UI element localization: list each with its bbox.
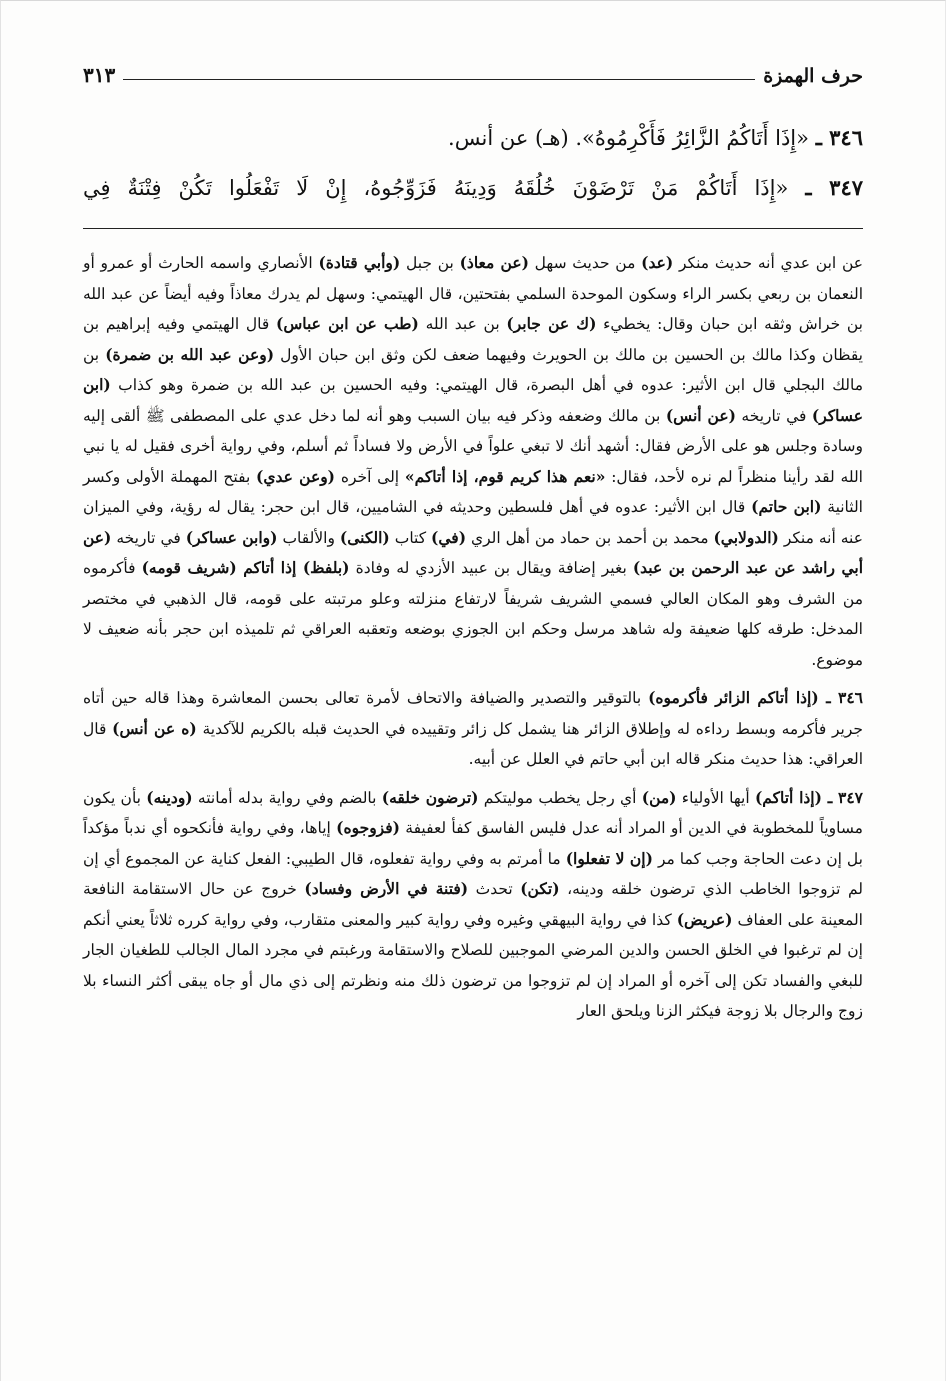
bold-citation: (ابن عساكر)	[83, 375, 863, 425]
bold-citation: (وابن عساكر)	[185, 527, 278, 547]
running-header	[83, 53, 863, 87]
commentary-text: خروج عن حال الاستقامة النافعة المعينة على العفاف	[83, 880, 863, 929]
chapter-title: حرف الهمزة	[763, 65, 863, 87]
bold-citation: (طب عن ابن عباس)	[276, 314, 419, 333]
hadith-346	[83, 113, 863, 163]
bold-citation: (فزوجوه)	[336, 818, 400, 837]
page-number: ٣١٣	[83, 63, 116, 87]
commentary-text: عن ابن عدي أنه حديث منكر	[673, 254, 863, 272]
bold-citation: (وعن عبد الله بن ضمرة)	[105, 344, 275, 364]
bold-citation: (إن لا تفعلوا)	[565, 848, 653, 868]
commentary-text: أيها الأولياء	[676, 788, 755, 807]
bold-citation: «نعم هذا كريم قوم، إذا أتاكم»	[404, 466, 606, 486]
commentary-text: كذا في رواية البيهقي وغيره وفي رواية كبير والمعنى متقارب، وفي رواية كرره ثلاثاً يعني أنكم إن لم ترغبوا في الخلق الحسن والدين المرضي الموجبين للصلاح والاستقامة ورغبتم في مجرد المال الجالب للطغيان الجار للبغي والفساد تكن إلى آخره أو المراد إن لم تزوجوا من ترضون ذلك منه ونظرتم إلى ذي مال أو جاه يبقى أكثر النساء بلا زوج والرجال بلا زوجة فيكثر الزنا ويلحق العار	[83, 910, 863, 1020]
commentary-text: والألقاب	[277, 528, 340, 547]
footnote-separator	[83, 228, 863, 229]
bold-citation: (وأبي قتادة)	[318, 253, 401, 272]
commentary-paragraph	[83, 683, 863, 775]
commentary-text: إياها، وفي رواية فأنكحوه أي ندباً مؤكداً بل إن دعت الحاجة وجب كما مر	[83, 819, 863, 868]
bold-citation: (بلفظ) إذا أتاكم (شريف قومه)	[141, 558, 350, 577]
hadith-number: ٣٤٧ ـ	[805, 175, 863, 200]
bold-citation: (عن معاذ)	[459, 253, 529, 272]
hadith-text-block	[83, 113, 863, 213]
commentary-text: بن جبل	[400, 254, 460, 272]
hadith-347	[83, 163, 863, 213]
commentary-text: بن مالك البجلي قال ابن الأثير: عدوه في أهل البصرة، قال الهيتمي: وفيه الحسين بن عبد الله بن ضمرة وهو كذاب	[83, 345, 863, 394]
commentary-text: تحدث	[468, 880, 521, 898]
bold-citation: (ترضون خلقه)	[381, 787, 479, 807]
bold-citation: (الدولابي)	[713, 527, 779, 547]
commentary-text: كتاب	[389, 528, 432, 547]
commentary-text: بأن يكون مساوياً للمخطوبة في الدين أو المراد أنه عدل فليس الفاسق كفأ لعفيفة	[83, 788, 863, 837]
commentary-text: بن مالك وضعفه وذكر فيه بيان السبب وهو أنه لما دخل عدي على المصطفى ﷺ ألقى إليه وسادة وجلس هو على الأرض فقال: أشهد أنك لا تبغي علواً في الأرض ولا فساداً ثم أسلم، وفي رواية أخرى فقيل له يا نبي الله لقد رأينا منظراً لم نره لأحد، فقال:	[83, 406, 863, 486]
hadith-number: ٣٤٦ ـ	[815, 125, 863, 150]
commentary-text: أي رجل يخطب موليتكم	[478, 788, 642, 807]
bold-citation: (إذا أتاكم الزائر فأكرموه)	[648, 688, 819, 707]
bold-citation: (ابن حاتم)	[751, 497, 822, 516]
hadith-text: «إِذَا أَتَاكُمْ مَنْ تَرْضَوْنَ خُلُقَهُ وَدِينَهُ فَزَوِّجُوهُ، إِنْ لَا تَفْعَلُوا تَكُنْ فِتْنَةٌ فِي	[83, 176, 789, 200]
commentary-text: بفتح المهملة الأولى وكسر الثانية	[83, 467, 863, 516]
bold-citation: (ودينه)	[146, 787, 193, 807]
commentary-paragraph	[83, 248, 863, 675]
bold-citation: (إذا أتاكم)	[754, 787, 822, 807]
bold-citation: ٣٤٦ ـ	[818, 688, 863, 707]
bold-citation: (الكنى)	[339, 527, 390, 547]
commentary-text: قال العراقي: هذا حديث منكر قاله ابن أبي حاتم في العلل عن أبيه.	[83, 719, 863, 768]
bold-citation: (عن أنس)	[665, 405, 736, 425]
commentary-text: قال الهيتمي وفيه إبراهيم بن يقظان وكذا مالك بن الحسين بن مالك بن الحويرث وفيهما ضعف لكن وثق ابن حبان الأول	[83, 315, 863, 364]
commentary-text: محمد بن أحمد بن حماد من أهل الري	[466, 528, 714, 547]
bold-citation: (عريض)	[676, 909, 733, 929]
bold-citation: (من)	[641, 787, 677, 807]
commentary-text: من حديث سهل	[528, 254, 642, 272]
commentary-text: الأنصاري واسمه الحارث أو عمرو أو النعمان بن ربعي بكسر الراء وسكون الموحدة السلمي بفتحتين، قال الهيتمي: وسهل لم يدرك معاذاً وفيه أيضاً عن عبد الله بن خراش وثقه ابن حبان وقال: يخطيء	[83, 254, 863, 333]
bold-citation: (ك عن جابر)	[506, 314, 597, 333]
commentary-text: ما أمرتم به وفي رواية تفعلوه، قال الطيبي: الفعل كناية عن المجموع أي إن لم تزوجوا الخاطب الذي ترضون خلقه ودينه،	[83, 849, 863, 898]
commentary-text: بالتوقير والتصدير والضيافة والاتحاف لأمرة تعالى بحسن المعاشرة وهذا قاله حين أتاه جرير فأكرمه وبسط رداءه له وإطلاق الزائر هنا يشمل كل زائر وتقييده في الحديث قبله بالكريم للآكدية	[83, 689, 863, 738]
bold-citation: (عد)	[641, 253, 674, 272]
commentary-text: بالضم وفي رواية بدله أمانته	[192, 788, 382, 807]
commentary-text: قال ابن الأثير: عدوه في أهل فلسطين وحديثه في الشاميين، قال ابن حجر: يقال له رؤية، وفي الميزان عنه أنه منكر	[83, 498, 863, 547]
commentary-paragraph	[83, 783, 863, 1027]
commentary-text: فأكرموه من الشرف وهو المكان العالي فسمي الشريف شريفاً لارتفاع منزلته وعلو مرتبته على قومه، قال الذهبي في مختصر المدخل: طرقه كلها ضعيفة وله شاهد مرسل وحكم ابن الجوزي بوضعه وتعقبه العراقي ثم تلميذه ابن حجر بأنه ضعيف لا موضوع.	[83, 559, 863, 669]
bold-citation: (وعن عدي)	[256, 466, 336, 486]
commentary-text: إلى آخره	[335, 467, 405, 486]
bold-citation: (ه عن أنس)	[112, 718, 197, 738]
commentary-text: في تاريخه	[735, 406, 812, 425]
commentary-text: بغير إضافة ويقال بن عبيد الأزدي له وفادة	[349, 559, 633, 577]
bold-citation: (في)	[431, 527, 467, 547]
commentary-block	[83, 248, 863, 1035]
bold-citation: ٣٤٧ ـ	[821, 787, 863, 807]
bold-citation: (تكن)	[520, 879, 560, 898]
commentary-text: بن عبد الله	[418, 315, 507, 333]
hadith-text: «إِذَا أَتَاكُمُ الزَّائِرُ فَأَكْرِمُوهُ». (هـ) عن أنس.	[448, 126, 809, 150]
bold-citation: (عن أبي راشد عن عبد الرحمن بن عبد)	[83, 527, 864, 577]
header-rule	[123, 79, 755, 80]
bold-citation: (فتنة في الأرض وفساد)	[304, 879, 469, 898]
commentary-text: في تاريخه	[111, 528, 186, 547]
